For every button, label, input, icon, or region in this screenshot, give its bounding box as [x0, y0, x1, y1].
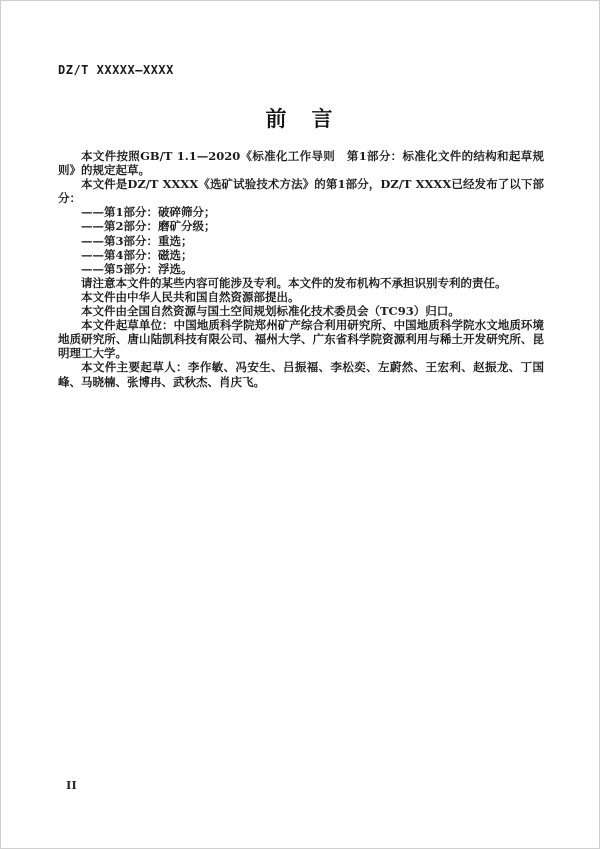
paragraph-patent-notice: 请注意本文件的某些内容可能涉及专利。本文件的发布机构不承担识别专利的责任。 [81, 275, 507, 290]
page-number: II [66, 778, 77, 792]
paragraph-centralized-by: 本文件由全国自然资源与国土空间规划标准化技术委员会（TC93）归口。 [81, 304, 460, 319]
paragraph-drafting-rules: 本文件按照GB/T 1.1—2020《标准化工作导则 第1部分：标准化文件的结构和起草规则》的规定起草。 [58, 149, 544, 178]
foreword-title: 前 言 [265, 106, 335, 131]
parts-list-item-2: ——第2部分：磨矿分级； [81, 219, 216, 234]
paragraph-drafting-organizations: 本文件起草单位：中国地质科学院郑州矿产综合利用研究所、中国地质科学院水文地质环境地质研究所、唐山陆凯科技有限公司、福州大学、广东省科学院资源利用与稀土开发研究所、昆明理工大学。 [58, 318, 544, 361]
paragraph-proposed-by: 本文件由中华人民共和国自然资源部提出。 [81, 289, 300, 304]
paragraph-chief-drafters: 本文件主要起草人：李作敏、冯安生、吕振福、李松奕、左蔚然、王宏利、赵振龙、丁国峰、马晓楠、张博冉、武秋杰、肖庆飞。 [58, 360, 544, 389]
foreword-body [58, 149, 544, 389]
parts-list-item-1: ——第1部分：破碎筛分； [81, 205, 216, 220]
parts-list-item-4: ——第4部分：磁选； [81, 247, 193, 262]
standard-number-header: DZ/T XXXXX—XXXX [58, 63, 174, 77]
parts-list-item-5: ——第5部分：浮选。 [81, 261, 193, 276]
paragraph-series-intro: 本文件是DZ/T XXXX《选矿试验技术方法》的第1部分，DZ/T XXXX已经发布了以下部分： [58, 177, 544, 206]
parts-list-item-3: ——第3部分：重选； [81, 233, 193, 248]
